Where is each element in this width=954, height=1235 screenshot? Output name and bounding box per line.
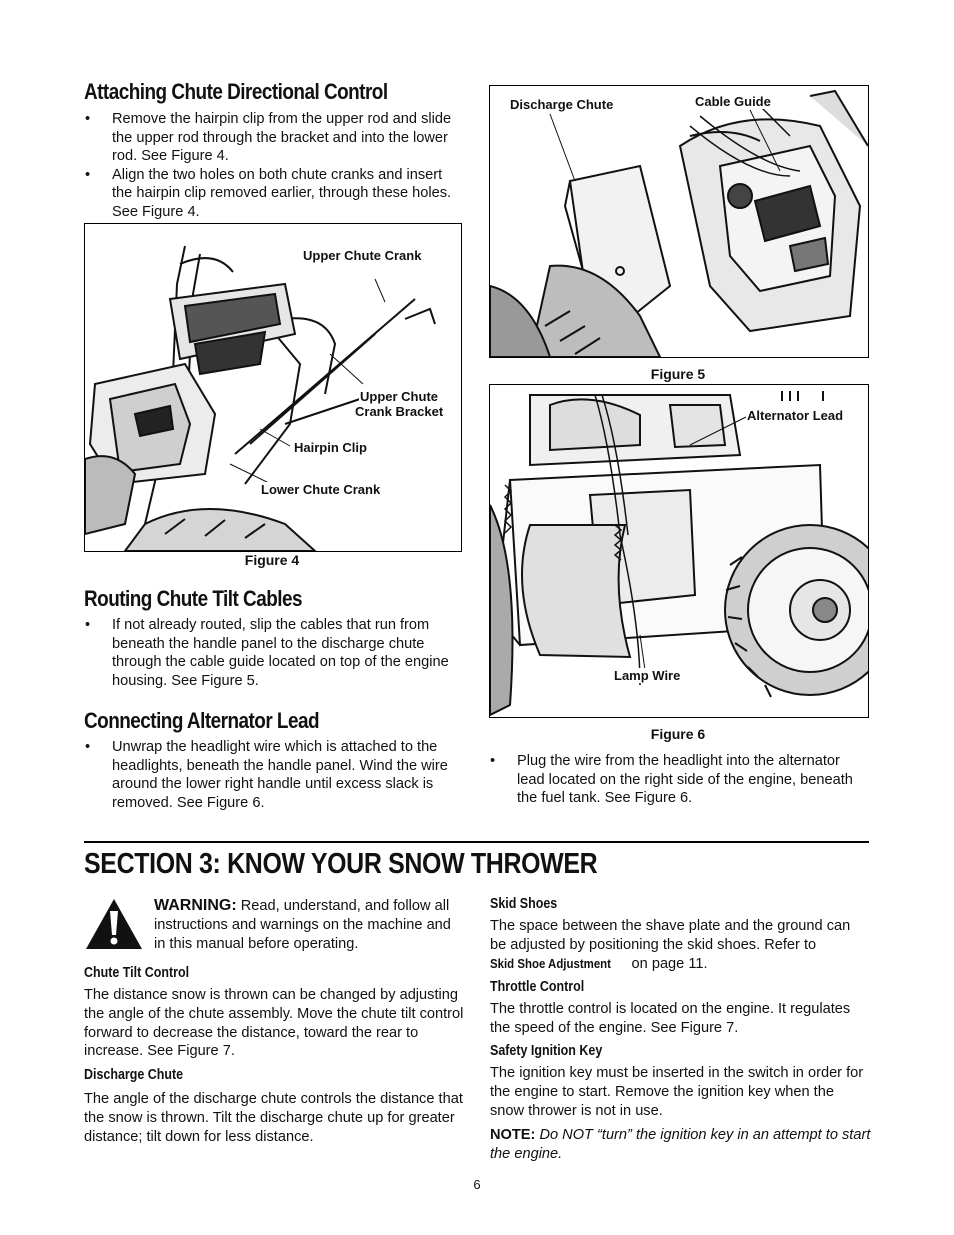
ignition-text: The ignition key must be inserted in the switch in order for the engine to start. Remove the ignition key when the snow thrower is not in use. [490,1065,864,1119]
figure-4-image [84,223,462,552]
note-text [490,1126,875,1164]
attaching-bullets [85,110,465,222]
section-divider [84,841,869,843]
note-body: Do NOT “turn” the ignition key in an attempt to start the engine. [490,1127,871,1162]
page-number: 6 [473,1177,481,1192]
warning-text [154,897,466,953]
list-item: • Align the two holes on both chute cranks and insert the hairpin clip removed earlier, through these holes. See Figure 4. [85,166,465,222]
discharge-heading: Discharge Chute [84,1067,184,1083]
label-lamp-wire: Lamp Wire [614,668,681,683]
warning-icon [84,897,144,951]
chute-tilt-heading: Chute Tilt Control [84,965,190,981]
label-upper-chute: Upper Chute [360,389,438,404]
list-item: • Unwrap the headlight wire which is attached to the headlights, beneath the handle panel. Wind the wire around the lower right handle until excess slack is removed. See Figure 6. [85,738,465,812]
label-upper-chute-crank: Upper Chute Crank [303,248,422,263]
chute-tilt-text: The distance snow is thrown can be changed by adjusting the angle of the chute assembly. Move the chute tilt control forward to decrease the distance, toward the rear to increase. See Figure 7. [84,987,464,1060]
connecting-bullets-right [490,752,870,808]
skid-heading: Skid Shoes [490,896,558,912]
throttle-heading: Throttle Control [490,979,585,995]
figure-6-image [489,384,869,718]
throttle-text: The throttle control is located on the engine. It regulates the speed of the engine. See Figure 7. [490,1001,851,1036]
figure-5-drawing [490,86,868,357]
skid-text [490,917,870,973]
label-cable-guide: Cable Guide [695,94,771,109]
skid-reference-link[interactable]: Skid Shoe Adjustment [490,955,611,971]
label-hairpin-clip: Hairpin Clip [294,440,367,455]
figure-4-drawing [85,224,461,551]
section-title: SECTION 3: KNOW YOUR SNOW THROWER [84,848,598,880]
label-crank-bracket: Crank Bracket [355,404,444,419]
routing-bullets [85,616,465,690]
list-item: • Plug the wire from the headlight into the alternator lead located on the right side of the engine, beneath the fuel tank. See Figure 6. [490,752,870,808]
connecting-heading: Connecting Alternator Lead [84,708,320,733]
warning-label: WARNING: [154,897,237,914]
figure-5-caption: Figure 5 [650,366,706,382]
list-item: • If not already routed, slip the cables that run from beneath the handle panel to the discharge chute through the cable guide located on top of the engine housing. See Figure 5. [85,616,465,690]
figure-4-caption: Figure 4 [244,552,300,568]
connecting-bullets [85,738,465,812]
note-label: NOTE: [490,1127,536,1143]
figure-5-image [489,85,869,358]
label-discharge-chute: Discharge Chute [510,97,614,112]
warning-body: Read, understand, and follow all instructions and warnings on the machine and in this manual before operating. [154,898,451,952]
routing-heading: Routing Chute Tilt Cables [84,586,302,611]
discharge-text: The angle of the discharge chute controls the distance that the snow is thrown. Tilt the discharge chute up for greater distance; tilt down for less distance. [84,1091,463,1145]
skid-text-pre: The space between the shave plate and the ground can be adjusted by positioning the skid shoes. Refer to [490,918,851,953]
label-alternator-lead: Alternator Lead [747,408,844,423]
attaching-heading: Attaching Chute Directional Control [84,79,388,104]
label-lower-chute-crank: Lower Chute Crank [261,482,381,497]
figure-6-caption: Figure 6 [650,726,706,742]
ignition-heading: Safety Ignition Key [490,1043,603,1059]
skid-text-post: on page 11. [627,955,708,972]
list-item: • Remove the hairpin clip from the upper rod and slide the upper rod through the bracket and into the lower rod. See Figure 4. [85,110,465,166]
